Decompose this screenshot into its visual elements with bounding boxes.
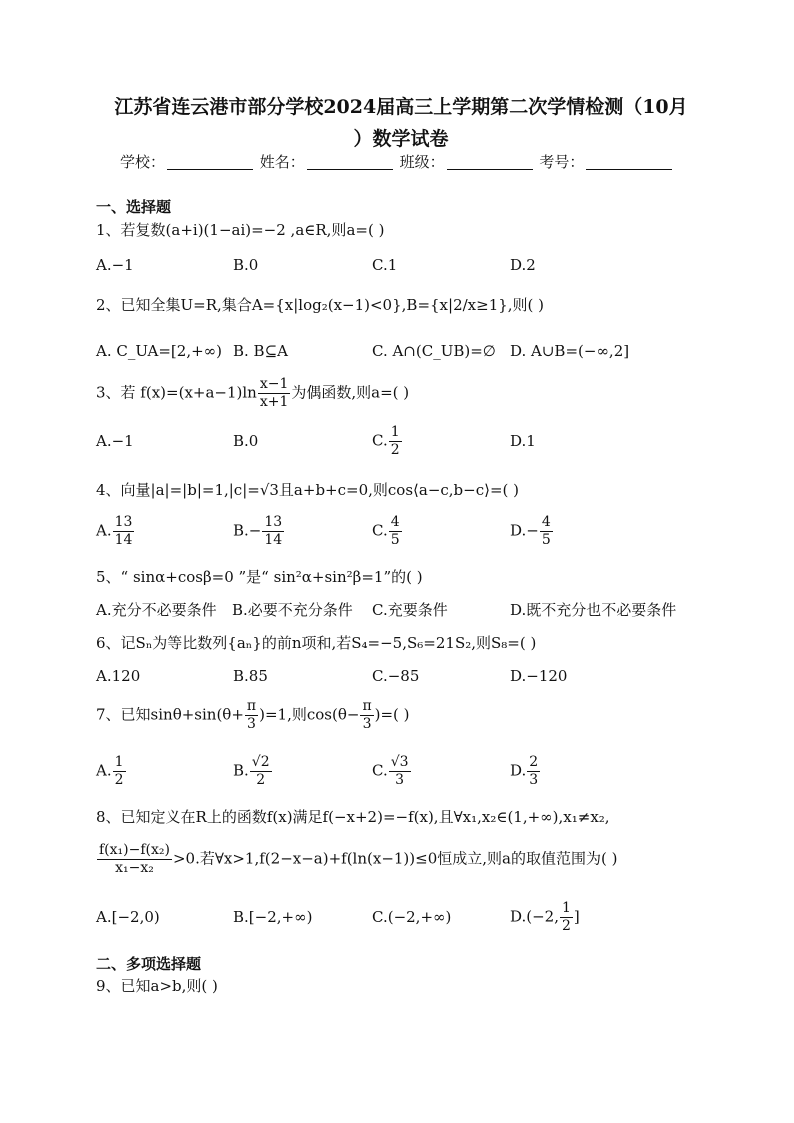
option-a: A. C_UA=[2,+∞)	[96, 342, 223, 360]
fraction-denominator: 3	[395, 772, 405, 788]
fraction-denominator: 5	[390, 532, 400, 548]
fraction-numerator: π	[246, 698, 257, 714]
question-4: 4、向量|a|=|b|=1,|c|=√3且a+b+c=0,则cos⟨a−c,b−c⟩=( )	[96, 481, 520, 499]
fraction-denominator: 2	[256, 772, 266, 788]
option-a: A.−1	[96, 432, 134, 450]
option-a: A.充分不必要条件	[96, 601, 217, 619]
fraction-numerator: x−1	[259, 376, 289, 392]
question-4-options	[96, 514, 716, 548]
name-blank	[307, 155, 393, 170]
exam-number-label: 考号：	[539, 153, 585, 171]
question-8-line2	[96, 842, 617, 877]
option-d: D.2	[510, 256, 536, 274]
question-3-text-pre: 3、若 f(x)=(x+a−1)ln	[96, 383, 257, 402]
exam-number-blank	[586, 155, 672, 170]
question-8-line1: 8、已知定义在R上的函数f(x)满足f(−x+2)=−f(x),且∀x₁,x₂∈(1,+∞),x₁≠x₂,	[96, 808, 610, 826]
option-d	[510, 514, 554, 549]
question-1-options	[96, 256, 716, 290]
question-7	[96, 698, 410, 733]
fraction-denominator: 3	[362, 716, 372, 732]
option-prefix: B.−	[233, 521, 262, 540]
school-blank	[167, 155, 253, 170]
option-fraction	[250, 754, 272, 789]
option-prefix: C.	[372, 521, 388, 540]
name-label: 姓名：	[259, 153, 305, 171]
fraction-denominator: 14	[264, 532, 283, 548]
option-prefix: D.−	[510, 521, 539, 540]
option-fraction	[540, 514, 553, 549]
question-7-text-mid: )=1,则cos(θ−	[259, 705, 360, 724]
question-9: 9、已知a>b,则( )	[96, 977, 218, 995]
option-c: C. A∩(C_UB)=∅	[372, 342, 496, 360]
option-a	[96, 514, 135, 549]
question-7-options	[96, 754, 716, 788]
question-5: 5、“ sinα+cosβ=0 ”是“ sin²α+sin²β=1”的( )	[96, 568, 423, 586]
option-c-prefix: C.	[372, 431, 388, 450]
fraction-numerator: 1	[114, 754, 124, 770]
question-3-fraction	[258, 376, 291, 411]
option-fraction	[560, 900, 573, 935]
question-2-options	[96, 342, 716, 376]
option-c-fraction	[389, 424, 402, 459]
option-c: C.1	[372, 256, 398, 274]
question-6: 6、记Sₙ为等比数列{aₙ}的前n项和,若S₄=−5,S₆=21S₂,则S₈=( )	[96, 634, 537, 652]
question-7-text-post: )=( )	[374, 705, 410, 724]
question-8-fraction	[97, 842, 172, 877]
fraction-numerator: 13	[114, 514, 133, 530]
option-d: D.−120	[510, 667, 568, 685]
question-3-text-post: 为偶函数,则a=( )	[291, 383, 410, 402]
question-7-fraction-1	[245, 698, 258, 733]
fraction-numerator: √3	[390, 754, 409, 770]
fraction-denominator: 5	[541, 532, 551, 548]
option-d: D. A∪B=(−∞,2]	[510, 342, 630, 360]
fraction-denominator: 14	[114, 532, 133, 548]
fraction-numerator: 2	[529, 754, 539, 770]
option-fraction	[389, 754, 411, 789]
fraction-numerator: 13	[264, 514, 283, 530]
section-heading-multiple-choice: 二、多项选择题	[96, 955, 202, 973]
option-b: B.必要不充分条件	[232, 601, 353, 619]
option-c	[372, 514, 403, 549]
option-a	[96, 754, 127, 789]
option-prefix: D.(−2,	[510, 907, 559, 926]
option-d	[510, 900, 580, 935]
fraction-numerator: 4	[541, 514, 551, 530]
fraction-denominator: 2	[390, 442, 400, 458]
option-b: B.0	[233, 256, 259, 274]
question-3	[96, 376, 409, 411]
option-fraction	[389, 514, 402, 549]
option-d: D.既不充分也不必要条件	[510, 601, 677, 619]
option-c: C.充要条件	[372, 601, 448, 619]
school-label: 学校：	[120, 153, 166, 171]
student-info-row	[120, 151, 674, 172]
option-b	[233, 514, 285, 549]
class-blank	[447, 155, 533, 170]
option-c: C.−85	[372, 667, 420, 685]
option-c	[372, 424, 403, 459]
option-a: A.−1	[96, 256, 134, 274]
fraction-denominator: 2	[562, 918, 571, 934]
option-fraction	[262, 514, 284, 549]
fraction-denominator: 2	[114, 772, 124, 788]
question-3-options	[96, 424, 716, 466]
option-prefix: A.	[96, 761, 112, 780]
fraction-numerator: π	[362, 698, 372, 714]
question-8-text-post: >0.若∀x>1,f(2−x−a)+f(ln(x−1))≤0恒成立,则a的取值范围为( )	[172, 849, 618, 868]
fraction-numerator: f(x₁)−f(x₂)	[99, 842, 170, 858]
option-b	[233, 754, 273, 789]
option-a: A.120	[96, 667, 141, 685]
class-label: 班级：	[399, 153, 445, 171]
option-b: B.0	[233, 432, 259, 450]
option-fraction	[527, 754, 540, 789]
option-suffix: ]	[573, 907, 580, 926]
option-fraction	[113, 754, 126, 789]
fraction-numerator: √2	[251, 754, 270, 770]
option-a: A.[−2,0)	[96, 908, 160, 926]
fraction-denominator: 3	[529, 772, 539, 788]
option-fraction	[113, 514, 135, 549]
section-heading-single-choice: 一、选择题	[96, 198, 172, 216]
option-c: C.(−2,+∞)	[372, 908, 452, 926]
option-d	[510, 754, 541, 789]
option-prefix: A.	[96, 521, 112, 540]
question-8-options	[96, 900, 716, 942]
fraction-numerator: 1	[390, 424, 400, 440]
exam-title-line1: 江苏省连云港市部分学校2024届高三上学期第二次学情检测（10月	[114, 96, 688, 118]
question-7-text-pre: 7、已知sinθ+sin(θ+	[96, 705, 244, 724]
question-6-options	[96, 667, 716, 701]
fraction-denominator: x₁−x₂	[115, 860, 154, 876]
option-prefix: B.	[233, 761, 249, 780]
exam-title-line2: ）数学试卷	[353, 128, 449, 150]
option-b: B.[−2,+∞)	[233, 908, 313, 926]
option-prefix: D.	[510, 761, 527, 780]
option-b: B. B⊆A	[233, 342, 288, 360]
question-7-fraction-2	[360, 698, 373, 733]
fraction-denominator: x+1	[259, 394, 289, 410]
question-2: 2、已知全集U=R,集合A={x|log₂(x−1)<0},B={x|2/x≥1},则( )	[96, 296, 545, 314]
fraction-numerator: 1	[562, 900, 571, 916]
question-5-options	[96, 599, 716, 633]
option-prefix: C.	[372, 761, 388, 780]
question-1: 1、若复数(a+i)(1−ai)=−2 ,a∈R,则a=( )	[96, 221, 385, 239]
fraction-numerator: 4	[390, 514, 400, 530]
option-c	[372, 754, 412, 789]
fraction-denominator: 3	[247, 716, 256, 732]
option-d: D.1	[510, 432, 536, 450]
option-b: B.85	[233, 667, 268, 685]
